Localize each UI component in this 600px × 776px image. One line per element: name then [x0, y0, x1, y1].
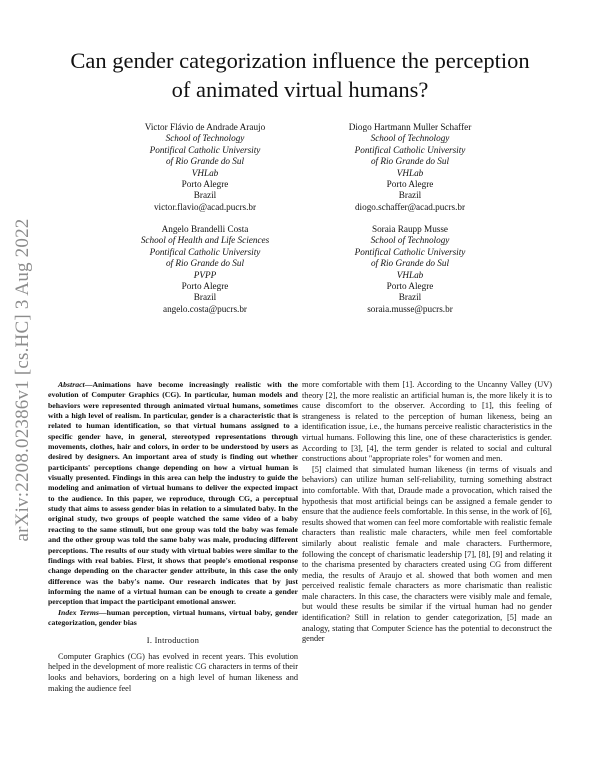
author-city: Porto Alegre — [386, 281, 434, 292]
author-country: Brazil — [398, 292, 422, 303]
author-name: Victor Flávio de Andrade Araujo — [144, 122, 266, 132]
author-univ: of Rio Grande do Sul — [165, 258, 245, 269]
author-univ: Pontifical Catholic University — [149, 246, 261, 257]
author-dept: School of Health and Life Sciences — [140, 235, 270, 246]
right-column — [302, 380, 552, 645]
paper-title — [40, 46, 560, 104]
author-univ: Pontifical Catholic University — [149, 144, 261, 155]
author-block-4 — [310, 224, 510, 315]
author-name: Soraia Raupp Musse — [371, 224, 449, 234]
author-block-3 — [105, 224, 305, 315]
author-email: soraia.musse@pucrs.br — [367, 303, 453, 314]
author-block-2 — [310, 122, 510, 213]
author-univ: of Rio Grande do Sul — [370, 156, 450, 167]
intro-paragraph-1-continued: more comfortable with them [1]. According to the Uncanny Valley (UV) theory [2], the more realistic an artificial human is, the more likely it is to cause discomfort to the observer. According to [1], this feeling of strangeness is related to the perception of human likeness, being an identification issue, i.e., the humans perceive realistic characteristics in the virtual humans. Following this line, one of these characteristics is gender. According to [3], [4], the term gender is related to social and cultural constructions about "appropriate roles" for women and men. — [302, 380, 552, 464]
author-univ: of Rio Grande do Sul — [370, 258, 450, 269]
author-lab: VHLab — [191, 167, 219, 178]
author-univ: Pontifical Catholic University — [354, 246, 466, 257]
author-email: angelo.costa@pucrs.br — [163, 303, 247, 314]
author-country: Brazil — [398, 190, 422, 201]
index-terms — [48, 608, 298, 629]
index-terms-label: Index Terms — [58, 607, 99, 617]
author-univ: Pontifical Catholic University — [354, 144, 466, 155]
author-city: Porto Alegre — [181, 281, 229, 292]
title-line-2: of animated virtual humans? — [171, 77, 429, 102]
author-lab: VHLab — [396, 269, 424, 280]
arxiv-identifier — [8, 200, 38, 560]
abstract-label: Abstract — [58, 380, 85, 389]
author-lab: VHLab — [396, 167, 424, 178]
author-dept: School of Technology — [370, 235, 450, 246]
author-city: Porto Alegre — [386, 179, 434, 190]
abstract — [48, 380, 298, 608]
intro-paragraph-1: Computer Graphics (CG) has evolved in recent years. This evolution helped in the development of more realistic CG characters in terms of their looks and behaviors, bordering on a high level of human likeness and making the audience feel — [48, 651, 298, 693]
author-city: Porto Alegre — [181, 179, 229, 190]
left-column — [48, 380, 298, 694]
author-dept: School of Technology — [165, 133, 245, 144]
author-univ: of Rio Grande do Sul — [165, 156, 245, 167]
author-dept: School of Technology — [370, 133, 450, 144]
author-email: diogo.schaffer@acad.pucrs.br — [354, 201, 466, 212]
author-block-1 — [105, 122, 305, 213]
author-name: Angelo Brandelli Costa — [161, 224, 249, 234]
intro-paragraph-2: [5] claimed that simulated human likeness (in terms of visuals and behaviors) can utilize human self-reliability, turning something abstract into comfortable. With that, Draude made a provocation, which raised the hypothesis that most artificial beings can be assigned a female gender to ensure that the audience feels comfortable. In this sense, in the work of [6], results showed that women can feel more comfortable with realistic female characters than realistic male characters, while men feel comfortable similarly about realistic female and male characters. Furthermore, following the concept of charismatic leadership [7], [8], [9] and relating it to the charisma presented by characters created using CG from different media, the results of Araujo et al. showed that both women and men perceived realistic female characters as more charismatic than realistic male characters. In this case, the characters were visibly male and female, but would these results be similar if the virtual human had no gender identification? Still in relation to gender categorization, [5] made an analogy, stating that Computer Science has the potential to deconstruct the gender — [302, 464, 552, 644]
index-terms-text: —human perception, virtual humans, virtual baby, gender categorization, gender bias — [48, 607, 298, 627]
arxiv-identifier-text: arXiv:2208.02386v1 [cs.HC] 3 Aug 2022 — [12, 218, 33, 542]
author-lab: PVPP — [193, 269, 217, 280]
section-heading-introduction: I. Introduction — [146, 636, 200, 646]
author-country: Brazil — [193, 190, 217, 201]
abstract-text: —Animations have become increasingly realistic with the evolution of Computer Graphics (CG). In particular, human models and behaviors were represented through animated virtual humans, sometimes with a high level of realism. In particular, gender is a characteristic that is related to human identification, so that virtual humans assigned to a specific gender have, in general, stereotyped representations through movements, clothes, hair and colors, in order to be understood by users as desired by designers. An important area of study is finding out whether participants' perceptions change depending on how a virtual human is visually presented. Findings in this area can help the industry to guide the modeling and animation of virtual humans to deliver the expected impact to the audience. In this paper, we reproduce, through CG, a perceptual study that aims to assess gender bias in relation to a simulated baby. In the original study, two groups of people watched the same video of a baby reacting to the same stimuli, but one group was told the baby was female and the other group was told the same baby was male, producing different perceptions. The results of our study with virtual babies were similar to the findings with real babies. First, it shows that people's emotional response change depending on the character gender attribute, in this case the only difference was the baby's name. Our research indicates that by just informing the name of a virtual human can be enough to create a gender perception that impact the participant emotional answer. — [48, 380, 298, 607]
title-line-1: Can gender categorization influence the perception — [70, 48, 530, 73]
author-email: victor.flavio@acad.pucrs.br — [153, 201, 257, 212]
author-name: Diogo Hartmann Muller Schaffer — [348, 122, 472, 132]
author-country: Brazil — [193, 292, 217, 303]
